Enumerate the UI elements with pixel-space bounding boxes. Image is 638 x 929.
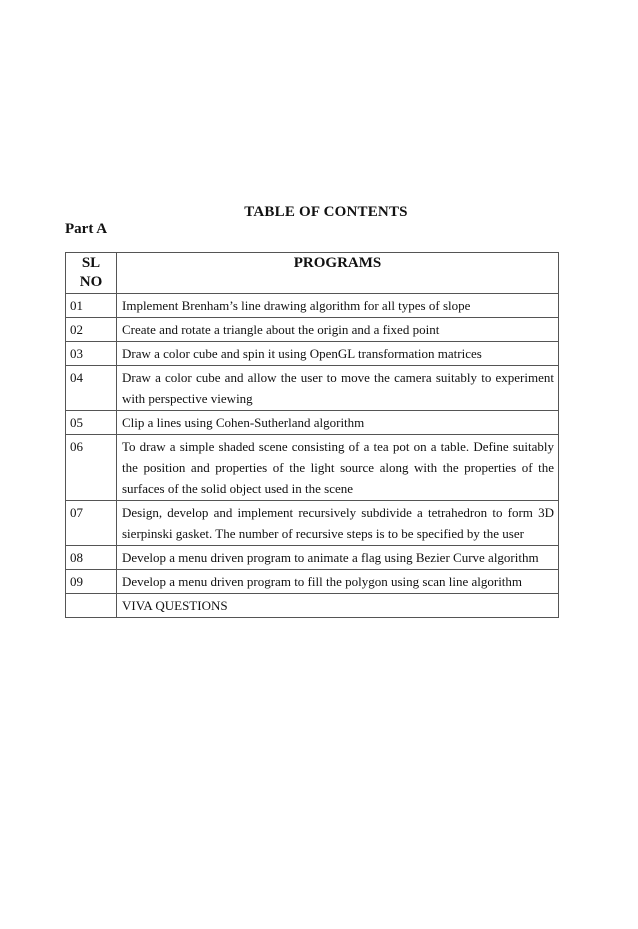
table-row [66, 501, 559, 546]
row-number: 06 [66, 435, 117, 501]
part-heading: Part A [65, 221, 108, 237]
program-title: Design, develop and implement recursively subdivide a tetrahedron to form 3D sierpinski gasket. The number of recursive steps is to be specified by the user [117, 501, 559, 546]
page-title: TABLE OF CONTENTS [244, 204, 408, 220]
programs-header: PROGRAMS [117, 253, 559, 294]
program-title: Implement Brenham’s line drawing algorithm for all types of slope [117, 294, 559, 318]
row-number: 09 [66, 570, 117, 594]
program-title: Develop a menu driven program to fill the polygon using scan line algorithm [117, 570, 559, 594]
row-number [66, 594, 117, 618]
row-number: 08 [66, 546, 117, 570]
program-title: VIVA QUESTIONS [117, 594, 559, 618]
program-title: Clip a lines using Cohen-Sutherland algorithm [117, 411, 559, 435]
table-row [66, 294, 559, 318]
table-header-row [66, 253, 559, 294]
program-title: Develop a menu driven program to animate a flag using Bezier Curve algorithm [117, 546, 559, 570]
sl-no-header [66, 253, 117, 294]
table-row [66, 411, 559, 435]
table-row [66, 546, 559, 570]
no-header-line: NO [79, 274, 103, 290]
program-title: Draw a color cube and spin it using OpenGL transformation matrices [117, 342, 559, 366]
table-row [66, 570, 559, 594]
row-number: 05 [66, 411, 117, 435]
table-row [66, 435, 559, 501]
program-title: Draw a color cube and allow the user to move the camera suitably to experiment with perspective viewing [117, 366, 559, 411]
table-row [66, 342, 559, 366]
table-row [66, 594, 559, 618]
row-number: 04 [66, 366, 117, 411]
program-title: Create and rotate a triangle about the origin and a fixed point [117, 318, 559, 342]
program-title: To draw a simple shaded scene consisting of a tea pot on a table. Define suitably the position and properties of the light source along with the properties of the surfaces of the solid object used in the scene [117, 435, 559, 501]
sl-header-line: SL [81, 255, 101, 271]
row-number: 07 [66, 501, 117, 546]
table-row [66, 366, 559, 411]
table-row [66, 318, 559, 342]
contents-table [65, 252, 559, 618]
row-number: 03 [66, 342, 117, 366]
row-number: 01 [66, 294, 117, 318]
row-number: 02 [66, 318, 117, 342]
